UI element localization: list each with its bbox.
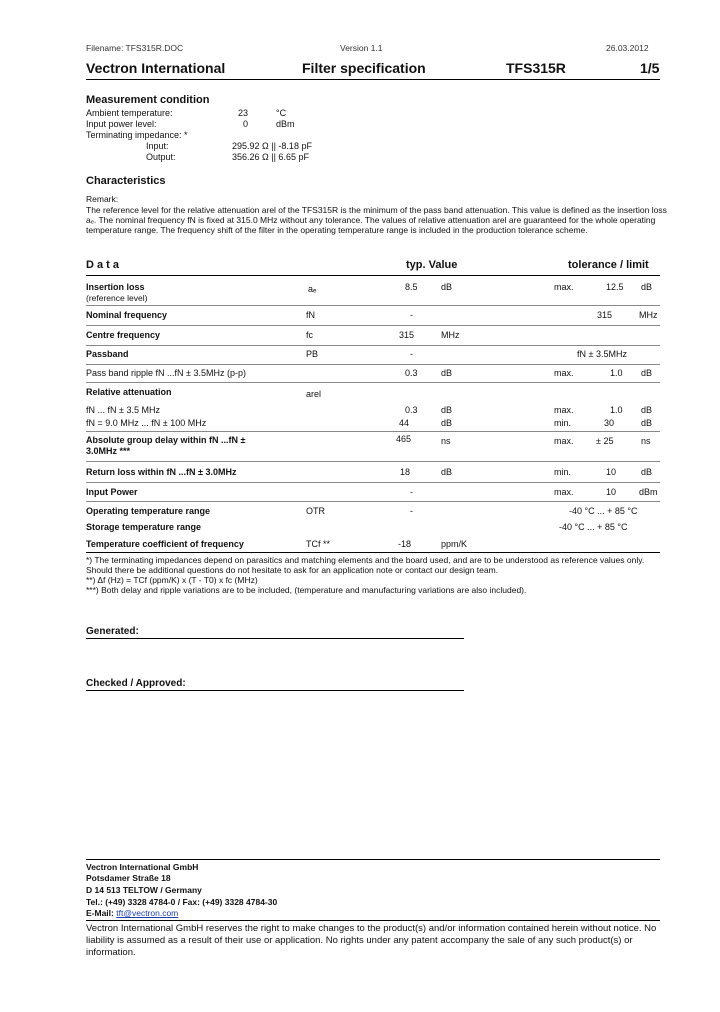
pbr-tol-unit: dB: [641, 368, 653, 378]
page-number: 1/5: [640, 60, 660, 76]
il-sub: (reference level): [86, 293, 148, 303]
footer-street: Potsdamer Straße 18: [86, 873, 171, 883]
measurement-title: Measurement condition: [86, 94, 210, 106]
pb-tol: fN ± 3.5MHz: [577, 349, 627, 359]
table-top-rule: [86, 275, 660, 276]
email-label: E-Mail:: [86, 908, 114, 918]
nf-label: Nominal frequency: [86, 310, 168, 320]
footer-city: D 14 513 TELTOW / Germany: [86, 885, 202, 895]
row-divider: [86, 382, 660, 383]
ra2-tol-kind: min.: [554, 418, 572, 428]
pb-typ: -: [410, 349, 413, 359]
note-impedance: *) The terminating impedances depend on parasitics and matching elements and the board used, and are to be understood as reference values only. Should there be additional questions do not hesitate to ask for an application note or contact our design team.: [86, 555, 645, 575]
disclaimer-divider: [86, 920, 660, 921]
row-divider: [86, 305, 660, 306]
ambient-value: 23: [238, 108, 249, 118]
tc-typ: -18: [398, 539, 412, 549]
email-link[interactable]: tft@vectron.com: [116, 908, 179, 918]
gd-tol-unit: ns: [641, 436, 651, 446]
gd-tol-val: ± 25: [596, 436, 614, 446]
tc-label: Temperature coefficient of frequency: [86, 539, 244, 549]
col-data: D a t a: [86, 259, 120, 271]
row-divider: [86, 431, 660, 432]
pb-symbol: PB: [306, 349, 319, 359]
cf-symbol: fc: [306, 330, 314, 340]
gd-tol-kind: max.: [554, 436, 574, 446]
date: 26.03.2012: [606, 43, 649, 53]
footer-phone: Tel.: (+49) 3328 4784-0 / Fax: (+49) 3328 4784-30: [86, 897, 278, 907]
rl-typ: 18: [400, 467, 411, 477]
product-code: TFS315R: [506, 60, 566, 76]
version: Version 1.1: [340, 43, 383, 53]
il-unit: dB: [441, 282, 453, 292]
ra1-typ: 0.3: [405, 405, 418, 415]
pbr-unit: dB: [441, 368, 453, 378]
checked-line: [86, 690, 464, 691]
pb-label: Passband: [86, 349, 129, 359]
ra2-tol-val: 30: [604, 418, 615, 428]
generated-line: [86, 638, 464, 639]
output-label: Output:: [146, 152, 176, 162]
row-divider: [86, 364, 660, 365]
ambient-unit: °C: [276, 108, 287, 118]
nf-symbol: fN: [306, 310, 315, 320]
rl-tol-unit: dB: [641, 467, 653, 477]
ra2-range: fN = 9.0 MHz ... fN ± 100 MHz: [86, 418, 207, 428]
otr-tol: -40 °C ... + 85 °C: [569, 506, 638, 516]
il-tol-unit: dB: [641, 282, 653, 292]
ra1-tol-kind: max.: [554, 405, 574, 415]
otr-typ: -: [410, 506, 413, 516]
cf-label: Centre frequency: [86, 330, 161, 340]
row-divider: [86, 345, 660, 346]
row-divider: [86, 482, 660, 483]
gd-unit: ns: [441, 436, 451, 446]
ra-label: Relative attenuation: [86, 387, 172, 397]
ra1-unit: dB: [441, 405, 453, 415]
power-unit: dBm: [276, 119, 295, 129]
col-tolerance: tolerance / limit: [568, 259, 649, 271]
input-label: Input:: [146, 141, 169, 151]
doc-title: Filter specification: [302, 60, 426, 76]
ra2-tol-unit: dB: [641, 418, 653, 428]
str-tol: -40 °C ... + 85 °C: [559, 522, 628, 532]
header-divider: [86, 79, 660, 80]
ra2-typ: 44: [399, 418, 410, 428]
nf-tol-val: 315: [597, 310, 613, 320]
remark-text: The reference level for the relative attenuation arel of the TFS315R is the minimum of the pass band attenuation. This value is defined as the insertion loss aₑ. The nominal frequency fN is fixed at 315.0 MHz without any tolerance. The values of relative attenuation arel are guaranteed for the whole operating temperature range. The frequency shift of the filter in the operating temperature range is included in the production tolerance scheme.: [86, 205, 667, 235]
filename: Filename: TFS315R.DOC: [86, 43, 184, 53]
il-label: Insertion loss: [86, 282, 145, 292]
rl-tol-val: 10: [606, 467, 617, 477]
characteristics-title: Characteristics: [86, 175, 166, 187]
output-impedance: 356.26 Ω || 6.65 pF: [232, 152, 309, 162]
note-tcf: **) Δf (Hz) = TCf (ppm/K) x (T - T0) x fc (MHz): [86, 575, 258, 585]
company-name: Vectron International: [86, 60, 226, 76]
row-divider: [86, 501, 660, 502]
il-symbol: aₑ: [308, 284, 317, 294]
power-value: 0: [243, 119, 249, 129]
pbr-label: Pass band ripple fN ...fN ± 3.5MHz (p-p): [86, 368, 246, 378]
ra-symbol: arel: [306, 389, 322, 399]
gd-label: Absolute group delay within fN ...fN ± 3.0MHz ***: [86, 435, 246, 456]
rl-tol-kind: min.: [554, 467, 572, 477]
nf-tol-unit: MHz: [639, 310, 658, 320]
otr-label: Operating temperature range: [86, 506, 211, 516]
cf-typ: 315: [399, 330, 415, 340]
pbr-typ: 0.3: [405, 368, 418, 378]
remark-label: Remark:: [86, 194, 119, 204]
nf-typ: -: [410, 310, 413, 320]
rl-unit: dB: [441, 467, 453, 477]
tc-unit: ppm/K: [441, 539, 468, 549]
ip-label: Input Power: [86, 487, 138, 497]
il-tol-kind: max.: [554, 282, 574, 292]
rl-label: Return loss within fN ...fN ± 3.0MHz: [86, 467, 237, 477]
gd-typ: 465: [396, 434, 412, 444]
ip-tol-val: 10: [606, 487, 617, 497]
footer-email-row: [86, 908, 178, 918]
table-bottom-rule: [86, 552, 660, 553]
ip-tol-kind: max.: [554, 487, 574, 497]
tc-symbol: TCf **: [306, 539, 331, 549]
ip-typ: -: [410, 487, 413, 497]
il-typ: 8.5: [405, 282, 418, 292]
ra1-range: fN ... fN ± 3.5 MHz: [86, 405, 160, 415]
ip-tol-unit: dBm: [639, 487, 658, 497]
row-divider: [86, 325, 660, 326]
row-divider: [86, 461, 660, 462]
generated-label: Generated:: [86, 626, 139, 637]
input-impedance: 295.92 Ω || -8.18 pF: [232, 141, 312, 151]
cf-unit: MHz: [441, 330, 460, 340]
col-typ-value: typ. Value: [406, 259, 458, 271]
disclaimer: Vectron International GmbH reserves the right to make changes to the product(s) and/or information contained herein without notice. No liability is assumed as a result of their use or application. No rights under any patent accompany the sale of any such product(s) or information.: [86, 923, 657, 958]
footer-company: Vectron International GmbH: [86, 862, 199, 872]
il-tol-val: 12.5: [606, 282, 624, 292]
ra1-tol-val: 1.0: [610, 405, 623, 415]
terminating-label: Terminating impedance: *: [86, 130, 188, 140]
note-delay: ***) Both delay and ripple variations are to be included, (temperature and manufacturing variations are also included).: [86, 585, 527, 595]
ra1-tol-unit: dB: [641, 405, 653, 415]
pbr-tol-val: 1.0: [610, 368, 623, 378]
ra2-unit: dB: [441, 418, 453, 428]
otr-symbol: OTR: [306, 506, 325, 516]
str-label: Storage temperature range: [86, 522, 202, 532]
power-label: Input power level:: [86, 119, 157, 129]
checked-label: Checked / Approved:: [86, 678, 186, 689]
ambient-label: Ambient temperature:: [86, 108, 173, 118]
pbr-tol-kind: max.: [554, 368, 574, 378]
footer-divider: [86, 859, 660, 860]
